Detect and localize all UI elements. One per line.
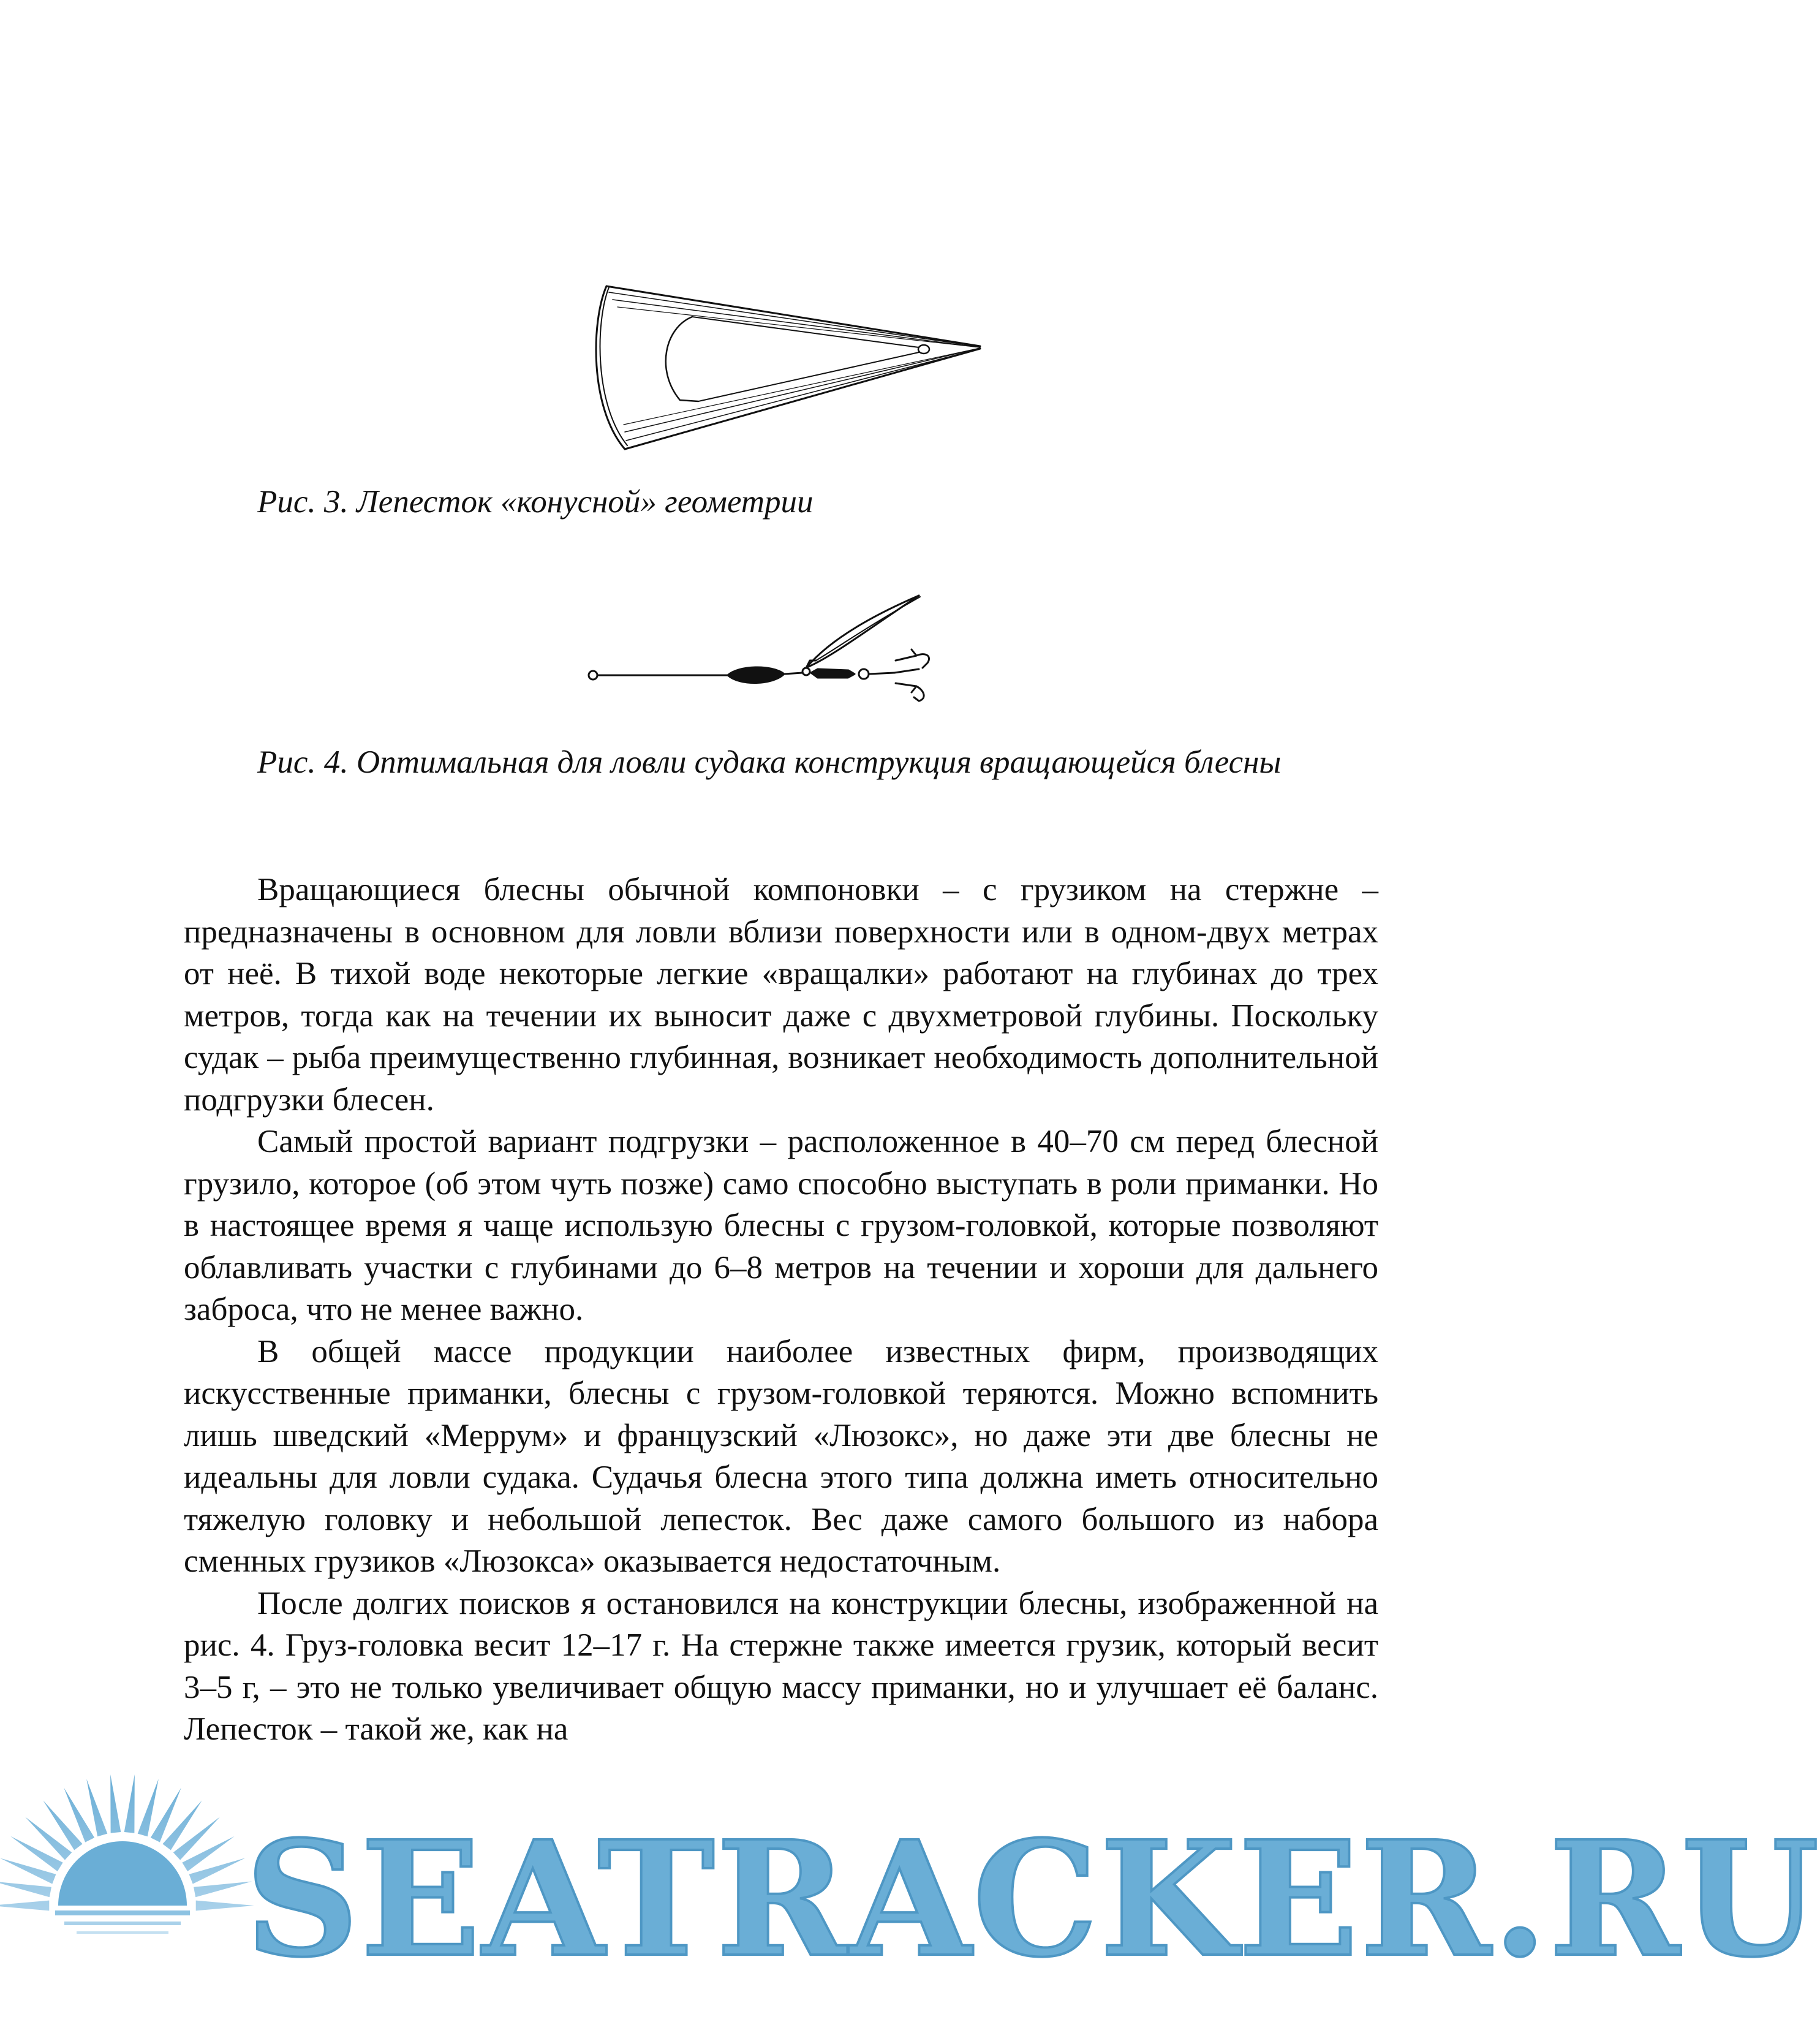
- figure-4-caption: Рис. 4. Оптимальная для ловли судака конструкция вращающейся блесны: [257, 744, 1282, 780]
- watermark-text: SEATRACKER.RU: [245, 1806, 1820, 1992]
- paragraph: Самый простой вариант подгрузки – расположенное в 40–70 см перед блесной грузило, которое (об этом чуть позже) само способно выступать в роли приманки. Но в настоящее время я чаще использую блесны с грузом-головкой, которые позволяют облавливать участки с глубинами до 6–8 метров на течении и хороши для дальнего заброса, что не менее важно.: [184, 1124, 1378, 1327]
- paragraph: Вращающиеся блесны обычной компоновки – с грузиком на стержне – предназначены в основном для ловли вблизи поверхности или в одном-двух метрах от неё. В тихой воде некоторые легкие «вращалки» работают на глубинах до трех метров, тогда как на течении их выносит даже с двухметровой глубины. Поскольку судак – рыба преимущественно глубинная, возникает необходимость дополнительной подгрузки блесен.: [184, 872, 1378, 1118]
- paragraph: В общей массе продукции наиболее известных фирм, производящих искусственные приманки, блесны с грузом-головкой теряются. Можно вспомнить лишь шведский «Меррум» и французский «Люзокс», но даже эти две блесны не идеальны для ловли судака. Судачья блесна этого типа должна иметь относительно тяжелую головку и небольшой лепесток. Вес даже самого большого из набора сменных грузиков «Люзокса» оказывается недостаточным.: [184, 1333, 1378, 1579]
- article-body: [184, 869, 1378, 1751]
- cone-petal-figure: [588, 279, 1005, 456]
- paragraph: После долгих поисков я остановился на конструкции блесны, изображенной на рис. 4. Груз-головка весит 12–17 г. На стержне также имеется грузик, который весит 3–5 г, – это не только увеличивает общую массу приманки, но и улучшает её баланс. Лепесток – такой же, как на: [184, 1585, 1378, 1747]
- spinner-lure-figure: [576, 588, 992, 711]
- watermark-band: [0, 1765, 1820, 2022]
- figure-3-caption: Рис. 3. Лепесток «конусной» геометрии: [257, 484, 814, 520]
